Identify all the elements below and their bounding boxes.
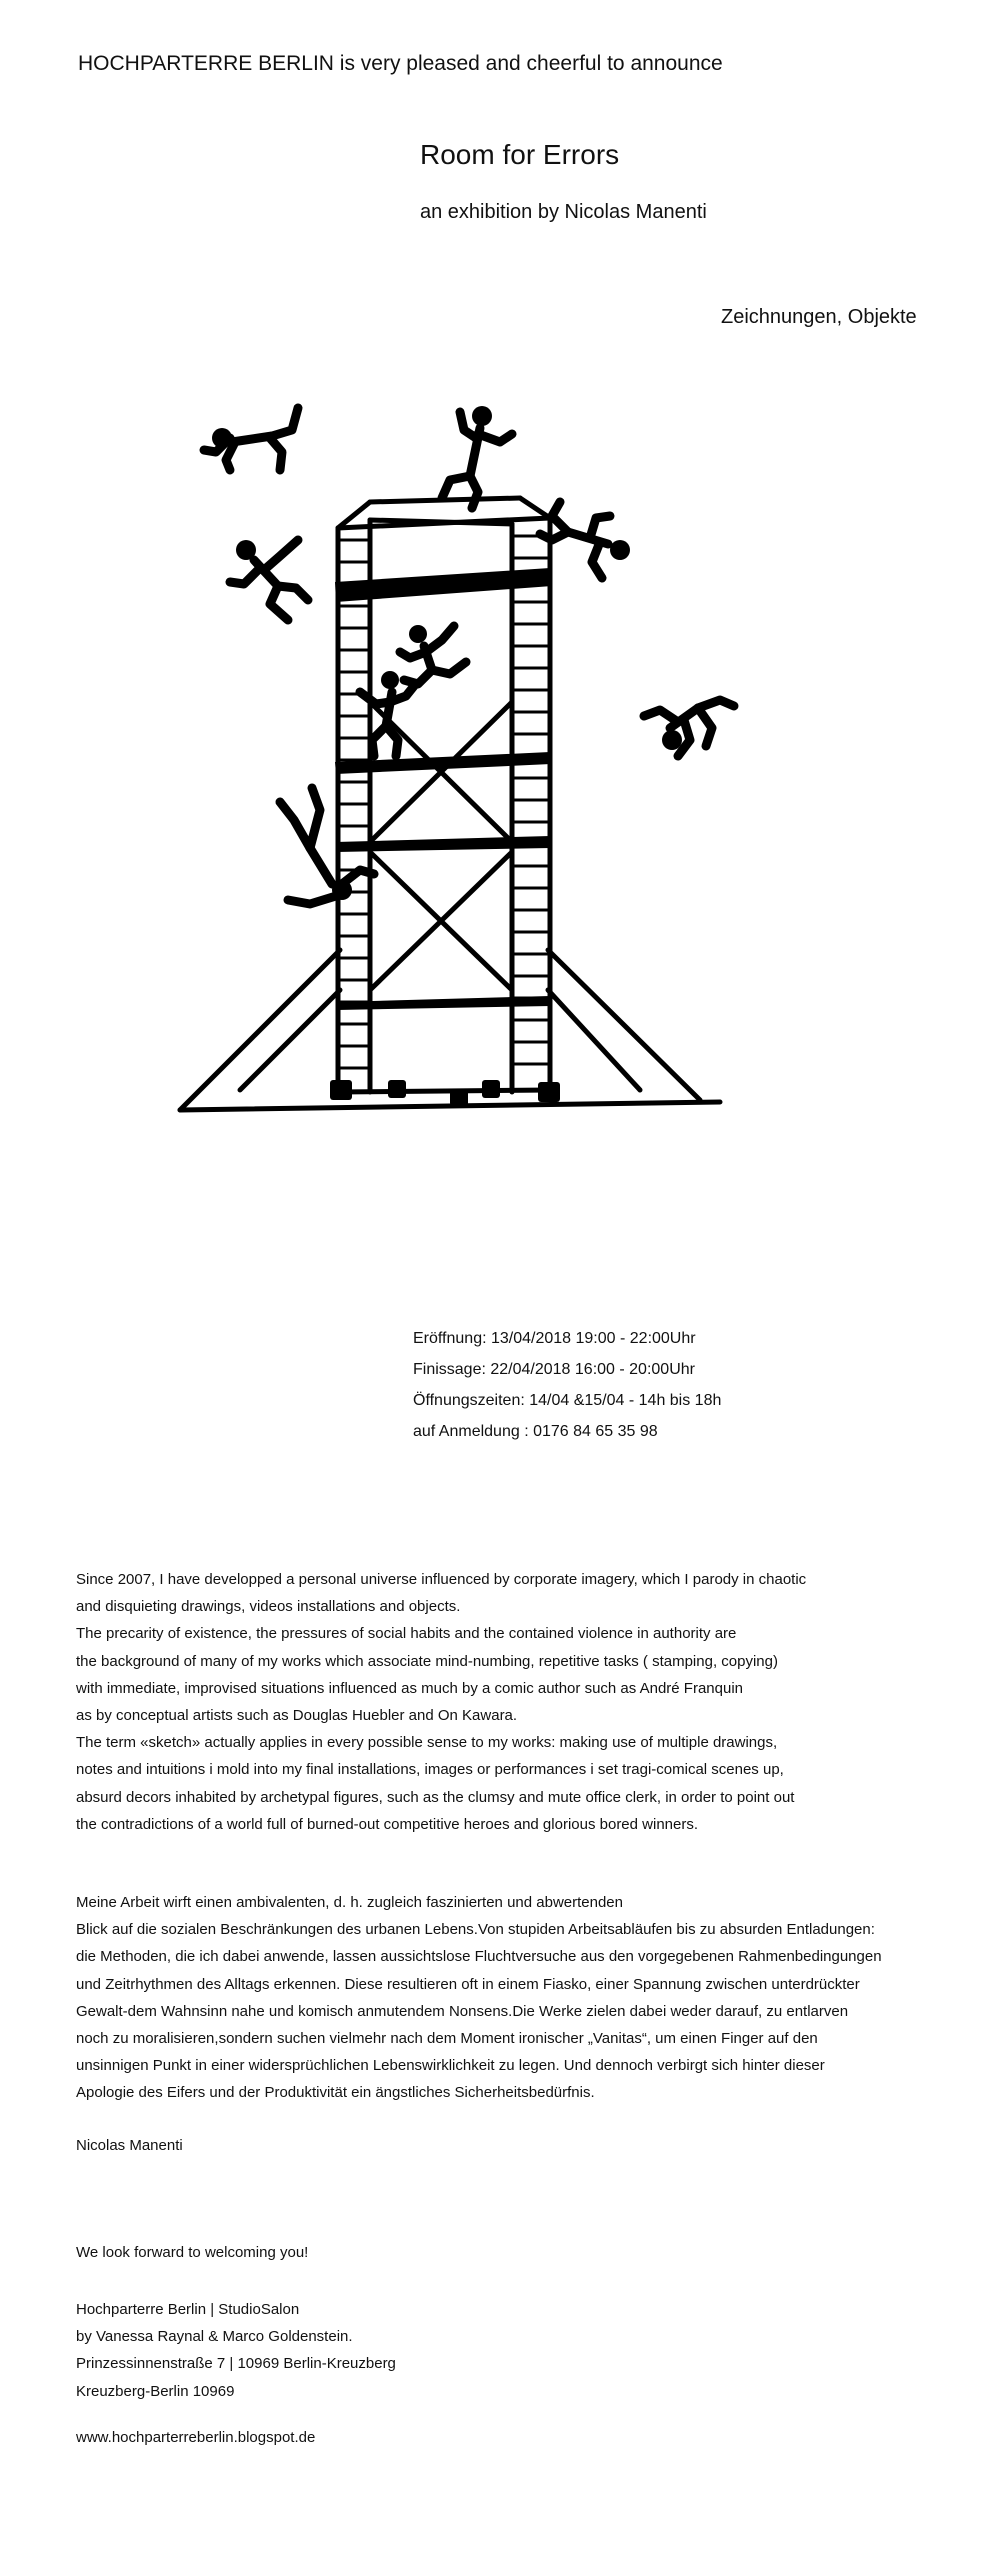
venue-details [76, 2296, 396, 2405]
website-link[interactable]: www.hochparterreberlin.blogspot.de [76, 2429, 316, 2446]
announcement-line: HOCHPARTERRE BERLIN is very pleased and cheerful to announce [78, 52, 723, 75]
statement-line: noch zu moralisieren,sondern suchen vielmehr nach dem Moment ironischer „Vanitas“, um einen Finger auf den [76, 2030, 818, 2048]
statement-line: Gewalt-dem Wahnsinn nahe und komisch anmutendem Nonsens.Die Werke zielen dabei weder darauf, zu entlarven [76, 2002, 849, 2020]
appointment-phone: auf Anmeldung : 0176 84 65 35 98 [413, 1423, 658, 1440]
statement-line: The precarity of existence, the pressures of social habits and the contained violence in authority are [76, 1625, 737, 1643]
finissage-date: Finissage: 22/04/2018 16:00 - 20:00Uhr [413, 1361, 695, 1378]
exhibition-subtitle: an exhibition by Nicolas Manenti [420, 201, 707, 223]
venue-city: Kreuzberg-Berlin 10969 [76, 2382, 235, 2400]
statement-line: as by conceptual artists such as Douglas Huebler and On Kawara. [76, 1707, 518, 1725]
welcome-message: We look forward to welcoming you! [76, 2244, 309, 2261]
statement-line: notes and intuitions i mold into my final installations, images or performances i set tragi-comical scenes up, [76, 1761, 784, 1779]
venue-hosts: by Vanessa Raynal & Marco Goldenstein. [76, 2328, 353, 2346]
statement-line: absurd decors inhabited by archetypal figures, such as the clumsy and mute office clerk, in order to point out [76, 1788, 795, 1806]
event-dates [413, 1323, 721, 1447]
opening-hours: Öffnungszeiten: 14/04 &15/04 - 14h bis 18h [413, 1392, 722, 1409]
artist-statement-english [76, 1566, 806, 1838]
statement-line: Meine Arbeit wirft einen ambivalenten, d. h. zugleich faszinierten und abwertenden [76, 1894, 623, 1911]
venue-name: Hochparterre Berlin | StudioSalon [76, 2301, 300, 2318]
statement-line: die Methoden, die ich dabei anwende, lassen aussichtslose Fluchtversuche aus den vorgegebenen Rahmenbedingungen [76, 1948, 882, 1966]
artist-signature: Nicolas Manenti [76, 2137, 183, 2154]
statement-line: unsinnigen Punkt in einer widersprüchlichen Lebenswirklichkeit zu legen. Und dennoch verbirgt sich hinter dieser [76, 2057, 825, 2075]
exhibition-title: Room for Errors [420, 139, 620, 170]
statement-line: Apologie des Eifers und der Produktivität ein ängstliches Sicherheitsbedürfnis. [76, 2084, 595, 2102]
statement-line: Blick auf die sozialen Beschränkungen des urbanen Lebens.Von stupiden Arbeitsabläufen bis zu absurden Entladungen: [76, 1921, 875, 1939]
statement-line: The term «sketch» actually applies in every possible sense to my works: making use of multiple drawings, [76, 1734, 778, 1752]
artist-statement-german [76, 1889, 882, 2107]
media-label: Zeichnungen, Objekte [721, 306, 917, 328]
venue-address: Prinzessinnenstraße 7 | 10969 Berlin-Kreuzberg [76, 2355, 396, 2373]
statement-line: und Zeitrhythmen des Alltags erkennen. Diese resultieren oft in einem Fiasko, einer Spannung zwischen unterdrückter [76, 1975, 860, 1993]
statement-line: the background of many of my works which associate mind-numbing, repetitive tasks ( stamping, copying) [76, 1652, 778, 1670]
statement-line: with immediate, improvised situations influenced as much by a comic author such as André Franquin [76, 1679, 743, 1697]
scaffold-with-falling-figures-illustration [160, 390, 780, 1170]
statement-line: the contradictions of a world full of burned-out competitive heroes and glorious bored winners. [76, 1815, 699, 1833]
statement-line: and disquieting drawings, videos installations and objects. [76, 1598, 461, 1616]
statement-line: Since 2007, I have developped a personal universe influenced by corporate imagery, which I parody in chaotic [76, 1571, 807, 1588]
opening-date: Eröffnung: 13/04/2018 19:00 - 22:00Uhr [413, 1330, 696, 1347]
